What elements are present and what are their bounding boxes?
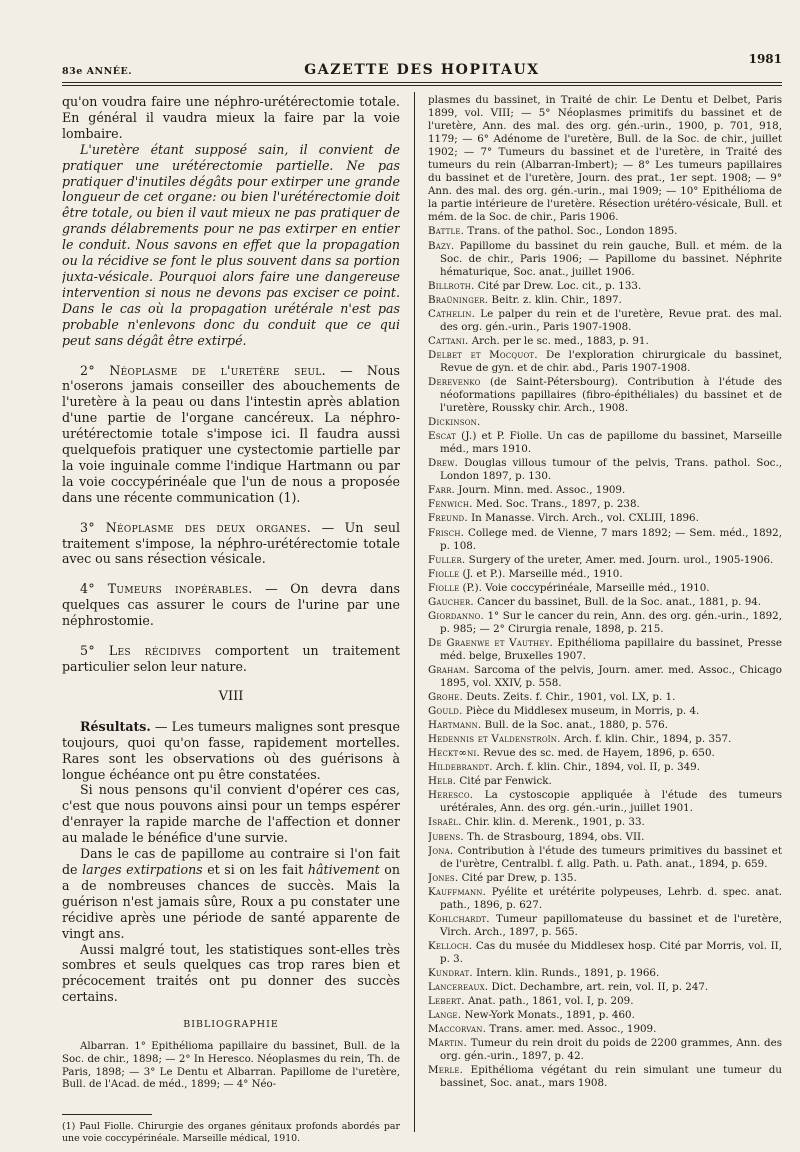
entry-text: Trans. amer. med. Assoc., 1909. bbox=[486, 1023, 657, 1036]
entry-author: Escat (J.) bbox=[428, 430, 477, 443]
entry-author: Fuller. bbox=[428, 553, 466, 566]
section-text: comportent un traitement particulier selon leur nature. bbox=[62, 643, 400, 674]
entry-text: Beitr. z. klin. Chir., 1897. bbox=[488, 293, 622, 306]
results-paragraph bbox=[62, 719, 400, 783]
bibliography-entry bbox=[428, 872, 782, 885]
bibliography-entry bbox=[428, 1064, 782, 1090]
entry-author: Kundrat. bbox=[428, 967, 473, 979]
entry-text: Bull. de la Soc. anat., 1880, p. 576. bbox=[481, 719, 668, 732]
entry-author: Jones. bbox=[428, 871, 459, 884]
entry-text: College med. de Vienne, 7 mars 1892; — Sem. méd., 1892, p. 108. bbox=[440, 526, 782, 552]
entry-text: Contribution à l'étude des tumeurs primitives du bassinet et de l'urètre, Centralbl. f. allg. Path. u. Path. anat., 1894, p. 659. bbox=[440, 844, 782, 870]
chapter-number: VIII bbox=[218, 688, 244, 704]
entry-text: Tumeur papillomateuse du bassinet et de l'uretère, Virch. Arch., 1897, p. 565. bbox=[440, 912, 782, 938]
text-run: et si on les fait bbox=[202, 861, 308, 877]
bibliography-entry bbox=[428, 816, 782, 829]
entry-text: 1° Sur le cancer du rein, Ann. des org. gén.-urin., 1892, p. 985; — 2° Cirurgia renale, 1898, p. 215. bbox=[440, 609, 782, 635]
entry-author: Kelloch. bbox=[428, 939, 473, 952]
entry-text: Douglas villous tumour of the pelvis, Trans. pathol. Soc., London 1897, p. 130. bbox=[440, 457, 782, 483]
entry-text: Trans. of the pathol. Soc., London 1895. bbox=[464, 225, 678, 238]
bibliography-entry bbox=[428, 761, 782, 774]
bibliography-entry bbox=[428, 498, 782, 511]
entry-text: Journ. Minn. med. Assoc., 1909. bbox=[455, 484, 626, 497]
entry-author: Helb. bbox=[428, 775, 457, 788]
entry-author: Gould. bbox=[428, 705, 463, 718]
entry-author: Cathelin. bbox=[428, 307, 476, 320]
section-text: — Un seul traitement s'impose, la néphro-urétérectomie totale avec ou sans résection vésicale. bbox=[62, 519, 400, 567]
bibliography-list bbox=[428, 94, 782, 1091]
bibliography-entry bbox=[428, 981, 782, 994]
paragraph bbox=[62, 846, 400, 941]
entry-author: Graham. bbox=[428, 663, 470, 676]
bibliography-entry bbox=[428, 225, 782, 238]
text-run: on a de nombreuses chances de succès. Mais la guérison n'est jamais sûre, Roux a pu constater une récidive après une période de santé apparente de vingt ans. bbox=[62, 861, 400, 941]
entry-author: Hedennis et Valdenstroïn. bbox=[428, 733, 561, 746]
bibliography-entry bbox=[428, 637, 782, 663]
journal-title: GAZETTE DES HOPITAUX bbox=[304, 62, 540, 78]
emphasis: larges extirpations bbox=[82, 861, 203, 877]
entry-text: Deuts. Zeits. f. Chir., 1901, vol. LX, p. 1. bbox=[462, 691, 676, 704]
entry-author: Grohe. bbox=[428, 691, 463, 704]
entry-author: Fenwich. bbox=[428, 498, 473, 511]
entry-author: Martin. bbox=[428, 1037, 467, 1050]
bibliography-entry bbox=[428, 831, 782, 844]
entry-text: Pièce du Middlesex museum, in Morris, p. 4. bbox=[462, 705, 700, 718]
bibliography-entry bbox=[428, 995, 782, 1008]
bibliography-entry bbox=[428, 1037, 782, 1063]
bibliography-entry bbox=[428, 512, 782, 525]
entry-author: Hildebrandt. bbox=[428, 761, 493, 774]
bibliography-entry bbox=[428, 913, 782, 939]
bibliography-entry bbox=[428, 294, 782, 307]
bibliography-entry bbox=[428, 775, 782, 788]
page-number: 1981 bbox=[748, 52, 782, 66]
bibliography-entry bbox=[428, 747, 782, 760]
entry-text: Epithélioma végétant du rein simulant une tumeur du bassinet, Soc. anat., mars 1908. bbox=[440, 1064, 782, 1090]
section-heading: 2° Néoplasme de l'uretère seul. bbox=[80, 362, 326, 378]
entry-author: Fiolle bbox=[428, 567, 460, 580]
footnote: (1) Paul Fiolle. Chirurgie des organes génitaux profonds abordés par une voie coccypérinéale. Marseille médical, 1910. bbox=[62, 1121, 400, 1145]
entry-author: Gaucher. bbox=[428, 595, 474, 608]
entry-author: Freund. bbox=[428, 512, 468, 525]
entry-text: New-York Monats., 1891, p. 460. bbox=[461, 1009, 635, 1022]
entry-text: Th. de Strasbourg, 1894, obs. VII. bbox=[463, 830, 645, 843]
entry-text: Anat. path., 1861, vol. I, p. 209. bbox=[464, 995, 634, 1008]
entry-author: Battle. bbox=[428, 225, 465, 238]
entry-text: Papillome du bassinet du rein gauche, Bull. et mém. de la Soc. de chir., Paris 1906; — Papillome du bassinet. Néphrite hématurique, Soc. anat., juillet 1906. bbox=[440, 239, 782, 278]
entry-text: et P. Fiolle. Un cas de papillome du bassinet, Marseille méd., mars 1910. bbox=[440, 430, 782, 456]
entry-text: Dict. Dechambre, art. rein, vol. II, p. 247. bbox=[488, 981, 709, 994]
entry-author: Merle. bbox=[428, 1064, 464, 1077]
section-text: — On devra dans quelques cas assurer le cours de l'urine par une néphrostomie. bbox=[62, 581, 400, 629]
entry-author: De Graenwe et Vauthey. bbox=[428, 636, 553, 649]
entry-author: Lebert. bbox=[428, 995, 465, 1008]
section-5 bbox=[62, 643, 400, 675]
header-rule bbox=[62, 82, 782, 83]
bibliography-entry bbox=[428, 416, 782, 429]
paragraph: Si nous pensons qu'il convient d'opérer ces cas, c'est que nous pouvons ainsi pour un temps espérer d'enrayer la rapide marche de l'affection et donner au malade le bénéfice d'une survie. bbox=[62, 782, 400, 846]
bibliography-entry bbox=[428, 484, 782, 497]
bibliography-entry bbox=[428, 886, 782, 912]
entry-text: Cancer du bassinet, Bull. de la Soc. anat., 1881, p. 94. bbox=[473, 595, 762, 608]
paragraph bbox=[62, 142, 400, 349]
entry-text: Revue des sc. med. de Hayem, 1896, p. 650. bbox=[479, 747, 715, 760]
entry-text: Med. Soc. Trans., 1897, p. 238. bbox=[472, 498, 640, 511]
entry-author: Delbet et Mocquot. bbox=[428, 348, 538, 361]
section-4 bbox=[62, 581, 400, 629]
section-3 bbox=[62, 520, 400, 568]
section-text: — Nous n'oserons jamais conseiller des abouchements de l'uretère à la peau ou dans l'intestin après ablation d'une partie de l'organe cancéreux. La néphro-urétérectomie totale s'impose ici. Il faudra aussi quelquefois pratiquer une cystectomie partielle par la voie inguinale comme l'indique Hartmann ou par la voie coccypérinéale que l'un de nous a proposée dans une récente communication (1). bbox=[62, 362, 400, 505]
entry-text: Sarcoma of the pelvis, Journ. amer. med. Assoc., Chicago 1895, vol. XXIV, p. 558. bbox=[440, 663, 782, 690]
entry-author: Drew. bbox=[428, 457, 459, 470]
bibliography-entry bbox=[428, 376, 782, 415]
bibliography-entry bbox=[428, 664, 782, 690]
bibliography-entry bbox=[428, 691, 782, 704]
entry-text: Arch. f. klin. Chir., 1894, p. 357. bbox=[560, 733, 732, 746]
bibliography-entry bbox=[428, 349, 782, 375]
bibliography-entry bbox=[428, 940, 782, 966]
entry-author: Derevenko bbox=[428, 375, 481, 388]
footnote-rule bbox=[62, 1114, 152, 1115]
entry-text: De l'exploration chirurgicale du bassinet, Revue de gyn. et de chir. abd., Paris 1907-1908. bbox=[440, 348, 782, 374]
entry-text: Pyélite et urétérite polypeuses, Lehrb. d. spec. anat. path., 1896, p. 627. bbox=[440, 885, 782, 911]
entry-author: Kohlchardt. bbox=[428, 912, 490, 925]
entry-text: Le palper du rein et de l'uretère, Revue prat. des mal. des org. gén.-urin., Paris 1907-1908. bbox=[440, 307, 782, 333]
bibliography-heading: BIBLIOGRAPHIE bbox=[183, 1019, 279, 1031]
entry-text: (de Saint-Pétersbourg). Contribution à l'étude des néoformations papillaires (fibro-épithéliales) du bassinet et de l'uretère, Roussky chir. Arch., 1908. bbox=[440, 375, 782, 415]
entry-author: Lancereaux. bbox=[428, 981, 489, 994]
entry-author: Billroth. bbox=[428, 279, 475, 292]
bibliography-entry bbox=[428, 610, 782, 636]
entry-author: Israël. bbox=[428, 816, 462, 829]
issue-label: 83e ANNÉE. bbox=[62, 66, 133, 77]
entry-text: plasmes du bassinet, in Traité de chir. Le Dentu et Delbet, Paris 1899, vol. VIII; — 5° Néoplasmes primitifs du bassinet et de l'uretère, Ann. des mal. des org. gén.-urin., 1900, p. 701, 918, 1179; — 6° Adénome de l'uretère, Bull. de la Soc. de chir., juillet 1902; — 7° Tumeurs du bassinet et de l'uretère, in Traité des tumeurs du rein (Albarran-Imbert); — 8° Les tumeurs papillaires du bassinet et de l'uretère, Journ. des prat., 1er sept. 1908; — 9° Ann. des mal. des org. gén.-urin., mai 1909; — 10° Epithélioma de la partie intérieure de l'uretère. Résection urétéro-vésicale, Bull. et mém. de la Soc. de chir., Paris 1906. bbox=[428, 94, 782, 224]
bibliography-entry bbox=[428, 719, 782, 732]
results-text: — Les tumeurs malignes sont presque toujours, quoi qu'on fasse, rapidement mortelles. Rares sont les observations où des guérisons à longue échéance ont pu être constatées. bbox=[62, 718, 400, 782]
bibliography-entry bbox=[428, 1023, 782, 1036]
section-heading: 4° Tumeurs inopérables. bbox=[80, 581, 253, 597]
bibliography-entry bbox=[428, 596, 782, 609]
entry-author: Hartmann. bbox=[428, 719, 482, 732]
emphasis: hâtivement bbox=[307, 861, 380, 877]
bibliography-entry bbox=[428, 335, 782, 348]
bibliography-entry bbox=[428, 568, 782, 581]
entry-text: La cystoscopie appliquée à l'étude des tumeurs urétérales, Ann. des org. gén.-urin., juillet 1901. bbox=[440, 789, 782, 815]
section-heading: 5° Les récidives bbox=[80, 643, 202, 659]
bibliography-entry bbox=[428, 967, 782, 980]
paragraph: qu'on voudra faire une néphro-urétérectomie totale. En général il vaudra mieux la faire par la voie lombaire. bbox=[62, 94, 400, 141]
section-heading: 3° Néoplasme des deux organes. bbox=[80, 519, 312, 535]
column-divider bbox=[414, 92, 415, 1132]
bibliography-entry bbox=[428, 280, 782, 293]
entry-author: Jona. bbox=[428, 844, 454, 857]
bibliography-entry bbox=[428, 1009, 782, 1022]
entry-author: Frisch. bbox=[428, 526, 465, 539]
entry-author: Braüninger. bbox=[428, 293, 489, 306]
left-column bbox=[62, 94, 400, 1145]
entry-author: Heresco. bbox=[428, 789, 474, 802]
entry-text: In Manasse. Virch. Arch., vol. CXLIII, 1896. bbox=[467, 512, 699, 525]
bibliography-entry bbox=[428, 94, 782, 224]
bibliography-entry bbox=[428, 733, 782, 746]
entry-author: Giordanno. bbox=[428, 609, 484, 622]
bibliography-entry bbox=[428, 527, 782, 553]
entry-author: Dickinson. bbox=[428, 416, 481, 429]
entry-author: Jubens. bbox=[428, 830, 464, 843]
paragraph: Aussi malgré tout, les statistiques sont-elles très sombres et seuls quelques cas trop rares bien et précocement traités ont pu donner des succès certains. bbox=[62, 941, 400, 1005]
entry-text: Arch. per le sc. med., 1883, p. 91. bbox=[468, 334, 649, 347]
entry-text: (P.). Voie coccypérinéale, Marseille méd., 1910. bbox=[459, 581, 710, 594]
section-2 bbox=[62, 363, 400, 506]
entry-text: Cas du musée du Middlesex hosp. Cité par Morris, vol. II, p. 3. bbox=[440, 939, 782, 965]
entry-text: Intern. klin. Runds., 1891, p. 1966. bbox=[472, 967, 660, 979]
entry-text: (J. et P.). Marseille méd., 1910. bbox=[459, 567, 623, 580]
entry-text: Tumeur du rein droit du poids de 2200 grammes, Ann. des org. gén.-urin., 1897, p. 42. bbox=[440, 1037, 782, 1063]
entry-author: Kauffmann. bbox=[428, 885, 487, 898]
bibliography-entry: Albarran. 1° Epithélioma papillaire du bassinet, Bull. de la Soc. de chir., 1898; — 2° In Heresco. Néoplasmes du rein, Th. de Paris, 1898; — 3° Le Dentu et Albarran. Papillome de l'uretère, Bull. de l'Acad. de méd., 1899; — 4° Néo- bbox=[62, 1041, 400, 1091]
entry-text: Cité par Drew, p. 135. bbox=[458, 871, 577, 884]
bibliography-entry bbox=[428, 308, 782, 334]
bibliography-entry bbox=[428, 705, 782, 718]
text-run: Dans le cas de papillome au contraire si l'on fait de bbox=[62, 846, 400, 877]
entry-author: Farr. bbox=[428, 484, 456, 497]
entry-text: Cité par Drew. Loc. cit., p. 133. bbox=[474, 279, 642, 292]
entry-text: Surgery of the ureter, Amer. med. Journ. urol., 1905-1906. bbox=[465, 553, 774, 566]
entry-author: Heckt∞ni. bbox=[428, 747, 480, 760]
bibliography-entry bbox=[428, 789, 782, 815]
bibliography-entry bbox=[428, 457, 782, 483]
entry-author: Bazy. bbox=[428, 239, 455, 252]
bibliography-entry bbox=[428, 582, 782, 595]
entry-author: Cattani. bbox=[428, 334, 469, 347]
bibliography-entry bbox=[428, 240, 782, 279]
entry-author: Maccorvan. bbox=[428, 1023, 487, 1036]
entry-author: Lange. bbox=[428, 1009, 462, 1022]
header-rule-thin bbox=[62, 85, 782, 86]
entry-text: Epithélioma papillaire du bassinet, Presse méd. belge, Bruxelles 1907. bbox=[440, 636, 782, 662]
page-header bbox=[62, 46, 782, 82]
entry-author: Fiolle bbox=[428, 581, 460, 594]
entry-text: Chir. klin. d. Merenk., 1901, p. 33. bbox=[461, 816, 645, 829]
entry-text: Arch. f. klin. Chir., 1894, vol. II, p. 349. bbox=[492, 761, 701, 774]
bibliography-entry bbox=[428, 845, 782, 871]
bibliography-entry bbox=[428, 430, 782, 456]
bibliography-entry bbox=[428, 554, 782, 567]
entry-text: Cité par Fenwick. bbox=[456, 775, 552, 788]
paragraph-text: L'uretère étant supposé sain, il convient de pratiquer une urétérectomie partielle. Ne pas pratiquer d'inutiles dégâts pour extirper une grande longueur de cet organe: ou bien l'urétérectomie doit être totale, ou bien il vaut mieux ne pas pratiquer de grands délabrements pour ne pas extirper en entier le conduit. Nous savons en effet que la propagation ou la récidive se font le plus souvent dans sa portion juxta-vésicale. Pourquoi alors faire une dangereuse intervention si nous ne devons pas exciser ce point. Dans le cas où la propagation urétérale n'est pas probable n'enlevons donc du conduit que ce qui peut sans dégât être extirpé. bbox=[62, 141, 400, 348]
results-heading: Résultats. bbox=[80, 718, 151, 734]
